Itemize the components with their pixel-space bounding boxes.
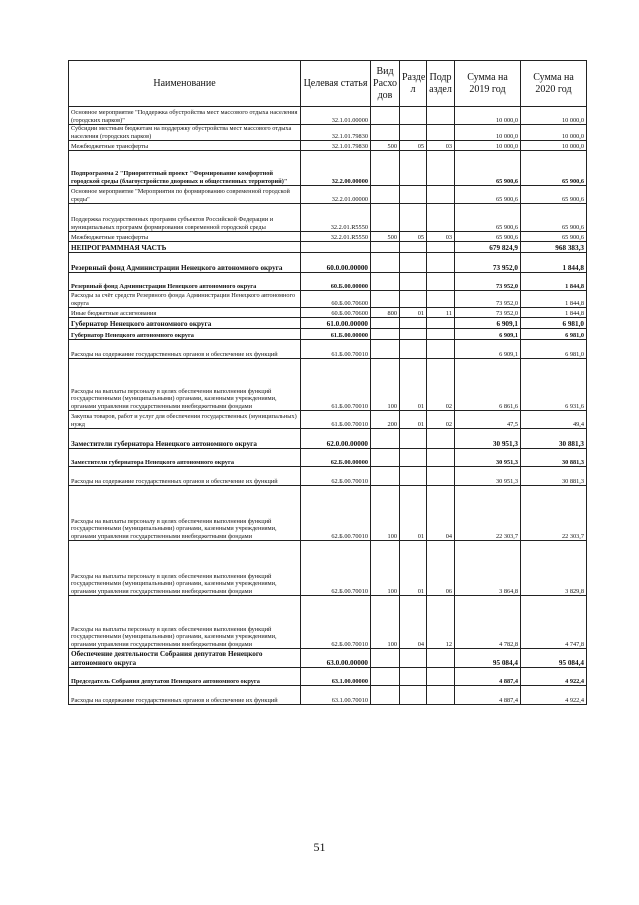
cell-section bbox=[400, 291, 427, 308]
cell-subsection bbox=[427, 668, 455, 686]
cell-sum-2020: 4 922,4 bbox=[521, 668, 587, 686]
cell-subsection bbox=[427, 242, 455, 253]
cell-sum-2019: 4 887,4 bbox=[455, 686, 521, 705]
cell-name: Межбюджетные трансферты bbox=[69, 232, 301, 242]
cell-sum-2020: 10 000,0 bbox=[521, 107, 587, 125]
cell-sum-2020: 3 829,8 bbox=[521, 541, 587, 596]
cell-subsection bbox=[427, 340, 455, 359]
cell-name: Расходы на содержание государственных органов и обеспечение их функций bbox=[69, 686, 301, 705]
cell-sum-2020: 4 922,4 bbox=[521, 686, 587, 705]
cell-target-article: 62.0.00.00000 bbox=[301, 429, 371, 449]
cell-target-article bbox=[301, 242, 371, 253]
cell-name: Резервный фонд Администрации Ненецкого автономного округа bbox=[69, 273, 301, 291]
cell-expense-type: 500 bbox=[371, 141, 400, 151]
cell-section bbox=[400, 686, 427, 705]
cell-section bbox=[400, 253, 427, 273]
header-sum-2019: Сумма на 2019 год bbox=[455, 61, 521, 107]
cell-sum-2020: 22 303,7 bbox=[521, 486, 587, 541]
cell-target-article: 60.Б.00.00000 bbox=[301, 273, 371, 291]
cell-section bbox=[400, 318, 427, 329]
cell-expense-type bbox=[371, 649, 400, 668]
cell-sum-2019: 6 909,1 bbox=[455, 340, 521, 359]
cell-sum-2019: 95 084,4 bbox=[455, 649, 521, 668]
table-header-row bbox=[69, 61, 587, 107]
cell-expense-type bbox=[371, 340, 400, 359]
table-row bbox=[69, 318, 587, 329]
table-row bbox=[69, 151, 587, 186]
cell-name: Резервный фонд Администрации Ненецкого автономного округа bbox=[69, 253, 301, 273]
cell-expense-type bbox=[371, 186, 400, 204]
cell-section bbox=[400, 107, 427, 125]
cell-target-article: 61.0.00.00000 bbox=[301, 318, 371, 329]
table-row bbox=[69, 649, 587, 668]
cell-sum-2019: 73 952,0 bbox=[455, 273, 521, 291]
table-row bbox=[69, 486, 587, 541]
cell-section bbox=[400, 242, 427, 253]
table-row bbox=[69, 411, 587, 429]
cell-expense-type bbox=[371, 668, 400, 686]
cell-target-article: 60.Б.00.70600 bbox=[301, 308, 371, 318]
cell-name: Заместители губернатора Ненецкого автономного округа bbox=[69, 449, 301, 467]
cell-section: 01 bbox=[400, 541, 427, 596]
cell-expense-type bbox=[371, 204, 400, 232]
cell-section: 04 bbox=[400, 596, 427, 649]
table-row bbox=[69, 107, 587, 125]
cell-target-article: 60.Б.00.70600 bbox=[301, 291, 371, 308]
cell-expense-type: 100 bbox=[371, 359, 400, 411]
cell-section bbox=[400, 467, 427, 486]
cell-sum-2019: 65 900,6 bbox=[455, 204, 521, 232]
cell-name: Расходы на выплаты персоналу в целях обеспечения выполнения функций государственными (муниципальными) органами, казенными учреждениями, органами управления государственными внебюджетными фондами bbox=[69, 486, 301, 541]
cell-subsection bbox=[427, 429, 455, 449]
cell-sum-2020: 10 000,0 bbox=[521, 141, 587, 151]
cell-expense-type bbox=[371, 125, 400, 141]
cell-sum-2019: 30 951,3 bbox=[455, 449, 521, 467]
cell-target-article: 32.1.01.79830 bbox=[301, 125, 371, 141]
cell-name: Расходы на выплаты персоналу в целях обеспечения выполнения функций государственными (муниципальными) органами, казенными учреждениями, органами управления государственными внебюджетными фондами bbox=[69, 359, 301, 411]
cell-section bbox=[400, 329, 427, 340]
cell-target-article: 32.2.01.00000 bbox=[301, 186, 371, 204]
header-expense-type: Вид Расхо дов bbox=[371, 61, 400, 107]
cell-sum-2019: 73 952,0 bbox=[455, 253, 521, 273]
cell-name: Иные бюджетные ассигнования bbox=[69, 308, 301, 318]
cell-section: 05 bbox=[400, 141, 427, 151]
cell-section: 01 bbox=[400, 411, 427, 429]
cell-target-article: 60.0.00.00000 bbox=[301, 253, 371, 273]
cell-section bbox=[400, 204, 427, 232]
table-row bbox=[69, 242, 587, 253]
cell-sum-2020: 1 844,8 bbox=[521, 273, 587, 291]
table-row bbox=[69, 467, 587, 486]
cell-section bbox=[400, 340, 427, 359]
cell-subsection bbox=[427, 151, 455, 186]
cell-subsection: 03 bbox=[427, 232, 455, 242]
cell-sum-2019: 3 864,8 bbox=[455, 541, 521, 596]
cell-sum-2020: 30 881,3 bbox=[521, 429, 587, 449]
cell-subsection bbox=[427, 273, 455, 291]
header-name: Наименование bbox=[69, 61, 301, 107]
table-row bbox=[69, 186, 587, 204]
cell-expense-type bbox=[371, 467, 400, 486]
cell-sum-2020: 4 747,8 bbox=[521, 596, 587, 649]
cell-target-article: 32.1.01.79830 bbox=[301, 141, 371, 151]
cell-subsection bbox=[427, 467, 455, 486]
cell-name: Губернатор Ненецкого автономного округа bbox=[69, 318, 301, 329]
table-row bbox=[69, 596, 587, 649]
cell-sum-2019: 47,5 bbox=[455, 411, 521, 429]
table-row bbox=[69, 232, 587, 242]
cell-expense-type bbox=[371, 273, 400, 291]
cell-subsection bbox=[427, 449, 455, 467]
cell-subsection bbox=[427, 686, 455, 705]
cell-expense-type bbox=[371, 449, 400, 467]
cell-section bbox=[400, 668, 427, 686]
cell-name: НЕПРОГРАММНАЯ ЧАСТЬ bbox=[69, 242, 301, 253]
cell-sum-2020: 1 844,8 bbox=[521, 308, 587, 318]
cell-expense-type bbox=[371, 291, 400, 308]
cell-sum-2019: 65 900,6 bbox=[455, 151, 521, 186]
cell-sum-2020: 30 881,3 bbox=[521, 467, 587, 486]
page-number: 51 bbox=[313, 840, 326, 854]
cell-name: Закупка товаров, работ и услуг для обеспечения государственных (муниципальных) нужд bbox=[69, 411, 301, 429]
cell-target-article: 62.Б.00.70010 bbox=[301, 596, 371, 649]
cell-subsection bbox=[427, 125, 455, 141]
cell-name: Основное мероприятие "Поддержка обустройства мест массового отдыха населения (городских парков)" bbox=[69, 107, 301, 125]
cell-expense-type: 100 bbox=[371, 486, 400, 541]
cell-subsection bbox=[427, 204, 455, 232]
cell-expense-type bbox=[371, 253, 400, 273]
cell-name: Расходы на содержание государственных органов и обеспечение их функций bbox=[69, 467, 301, 486]
cell-target-article: 62.Б.00.70010 bbox=[301, 541, 371, 596]
cell-sum-2020: 6 981,0 bbox=[521, 318, 587, 329]
table-row bbox=[69, 668, 587, 686]
cell-section: 01 bbox=[400, 359, 427, 411]
cell-sum-2020: 65 900,6 bbox=[521, 186, 587, 204]
cell-name: Межбюджетные трансферты bbox=[69, 141, 301, 151]
cell-section bbox=[400, 151, 427, 186]
table-row bbox=[69, 308, 587, 318]
cell-target-article: 62.Б.00.70010 bbox=[301, 467, 371, 486]
cell-sum-2020: 95 084,4 bbox=[521, 649, 587, 668]
cell-sum-2020: 30 881,3 bbox=[521, 449, 587, 467]
cell-section bbox=[400, 429, 427, 449]
cell-subsection: 06 bbox=[427, 541, 455, 596]
table-row bbox=[69, 449, 587, 467]
cell-sum-2020: 1 844,8 bbox=[521, 253, 587, 273]
cell-sum-2019: 73 952,0 bbox=[455, 291, 521, 308]
table-row bbox=[69, 204, 587, 232]
cell-section: 05 bbox=[400, 232, 427, 242]
cell-subsection: 03 bbox=[427, 141, 455, 151]
cell-target-article: 62.Б.00.00000 bbox=[301, 449, 371, 467]
cell-sum-2019: 65 900,6 bbox=[455, 232, 521, 242]
cell-target-article: 61.Б.00.70010 bbox=[301, 340, 371, 359]
cell-name: Заместители губернатора Ненецкого автономного округа bbox=[69, 429, 301, 449]
cell-section bbox=[400, 273, 427, 291]
cell-subsection bbox=[427, 329, 455, 340]
table-row bbox=[69, 359, 587, 411]
table-row bbox=[69, 340, 587, 359]
cell-expense-type: 500 bbox=[371, 232, 400, 242]
cell-sum-2020: 65 900,6 bbox=[521, 151, 587, 186]
table-row bbox=[69, 253, 587, 273]
cell-subsection bbox=[427, 253, 455, 273]
cell-sum-2020: 65 900,6 bbox=[521, 232, 587, 242]
table-row bbox=[69, 141, 587, 151]
cell-subsection bbox=[427, 649, 455, 668]
table-row bbox=[69, 429, 587, 449]
table-body bbox=[69, 107, 587, 705]
cell-expense-type bbox=[371, 107, 400, 125]
cell-target-article: 32.1.01.00000 bbox=[301, 107, 371, 125]
cell-name: Субсидии местным бюджетам на поддержку обустройства мест массового отдыха населения (городских парков) bbox=[69, 125, 301, 141]
table-row bbox=[69, 125, 587, 141]
cell-sum-2019: 4 887,4 bbox=[455, 668, 521, 686]
cell-sum-2020: 6 981,0 bbox=[521, 340, 587, 359]
cell-sum-2019: 22 303,7 bbox=[455, 486, 521, 541]
cell-name: Подпрограмма 2 "Приоритетный проект "Формирование комфортной городской среды (благоустройство дворовых и общественных территорий)" bbox=[69, 151, 301, 186]
table-row bbox=[69, 541, 587, 596]
cell-section bbox=[400, 125, 427, 141]
cell-sum-2020: 968 383,3 bbox=[521, 242, 587, 253]
cell-sum-2019: 6 909,1 bbox=[455, 329, 521, 340]
cell-expense-type bbox=[371, 686, 400, 705]
cell-subsection bbox=[427, 291, 455, 308]
cell-sum-2019: 10 000,0 bbox=[455, 125, 521, 141]
cell-sum-2019: 10 000,0 bbox=[455, 107, 521, 125]
cell-sum-2019: 6 861,6 bbox=[455, 359, 521, 411]
cell-sum-2019: 4 782,8 bbox=[455, 596, 521, 649]
cell-subsection: 11 bbox=[427, 308, 455, 318]
cell-section: 01 bbox=[400, 486, 427, 541]
cell-section bbox=[400, 449, 427, 467]
cell-expense-type: 200 bbox=[371, 411, 400, 429]
table-row bbox=[69, 329, 587, 340]
header-subsection: Подр аздел bbox=[427, 61, 455, 107]
cell-sum-2019: 65 900,6 bbox=[455, 186, 521, 204]
cell-name: Расходы на содержание государственных органов и обеспечение их функций bbox=[69, 340, 301, 359]
cell-section bbox=[400, 186, 427, 204]
cell-sum-2019: 10 000,0 bbox=[455, 141, 521, 151]
header-section: Разде л bbox=[400, 61, 427, 107]
cell-expense-type bbox=[371, 429, 400, 449]
cell-target-article: 32.2.00.00000 bbox=[301, 151, 371, 186]
cell-expense-type bbox=[371, 318, 400, 329]
cell-sum-2019: 30 951,3 bbox=[455, 429, 521, 449]
cell-target-article: 32.2.01.R5550 bbox=[301, 232, 371, 242]
cell-sum-2020: 6 931,6 bbox=[521, 359, 587, 411]
cell-sum-2019: 30 951,3 bbox=[455, 467, 521, 486]
cell-sum-2020: 49,4 bbox=[521, 411, 587, 429]
cell-section bbox=[400, 649, 427, 668]
cell-expense-type: 100 bbox=[371, 596, 400, 649]
header-target-article: Целевая статья bbox=[301, 61, 371, 107]
table-row bbox=[69, 291, 587, 308]
cell-name: Расходы за счёт средств Резервного фонда Администрации Ненецкого автономного округа bbox=[69, 291, 301, 308]
cell-sum-2020: 65 900,6 bbox=[521, 204, 587, 232]
cell-target-article: 61.Б.00.70010 bbox=[301, 411, 371, 429]
cell-expense-type bbox=[371, 151, 400, 186]
cell-name: Поддержка государственных программ субъектов Российской Федерации и муниципальных программ формирования современной городской среды bbox=[69, 204, 301, 232]
cell-sum-2020: 6 981,0 bbox=[521, 329, 587, 340]
cell-sum-2019: 679 824,9 bbox=[455, 242, 521, 253]
cell-sum-2020: 1 844,8 bbox=[521, 291, 587, 308]
cell-sum-2020: 10 000,0 bbox=[521, 125, 587, 141]
cell-subsection: 02 bbox=[427, 411, 455, 429]
cell-name: Председатель Собрания депутатов Ненецкого автономного округа bbox=[69, 668, 301, 686]
cell-subsection: 02 bbox=[427, 359, 455, 411]
cell-sum-2019: 73 952,0 bbox=[455, 308, 521, 318]
cell-target-article: 61.Б.00.70010 bbox=[301, 359, 371, 411]
cell-subsection bbox=[427, 186, 455, 204]
header-sum-2020: Сумма на 2020 год bbox=[521, 61, 587, 107]
table-row bbox=[69, 273, 587, 291]
cell-target-article: 61.Б.00.00000 bbox=[301, 329, 371, 340]
cell-name: Обеспечение деятельности Собрания депутатов Ненецкого автономного округа bbox=[69, 649, 301, 668]
cell-subsection bbox=[427, 318, 455, 329]
cell-subsection: 12 bbox=[427, 596, 455, 649]
table-row bbox=[69, 686, 587, 705]
cell-target-article: 63.1.00.00000 bbox=[301, 668, 371, 686]
cell-target-article: 62.Б.00.70010 bbox=[301, 486, 371, 541]
cell-target-article: 63.0.00.00000 bbox=[301, 649, 371, 668]
cell-expense-type: 100 bbox=[371, 541, 400, 596]
cell-name: Губернатор Ненецкого автономного округа bbox=[69, 329, 301, 340]
budget-table-sheet bbox=[68, 60, 586, 705]
cell-section: 01 bbox=[400, 308, 427, 318]
cell-subsection: 04 bbox=[427, 486, 455, 541]
cell-subsection bbox=[427, 107, 455, 125]
cell-expense-type: 800 bbox=[371, 308, 400, 318]
cell-expense-type bbox=[371, 329, 400, 340]
cell-name: Расходы на выплаты персоналу в целях обеспечения выполнения функций государственными (муниципальными) органами, казенными учреждениями, органами управления государственными внебюджетными фондами bbox=[69, 541, 301, 596]
cell-expense-type bbox=[371, 242, 400, 253]
cell-target-article: 32.2.01.R5550 bbox=[301, 204, 371, 232]
cell-name: Расходы на выплаты персоналу в целях обеспечения выполнения функций государственными (муниципальными) органами, казенными учреждениями, органами управления государственными внебюджетными фондами bbox=[69, 596, 301, 649]
cell-target-article: 63.1.00.70010 bbox=[301, 686, 371, 705]
budget-table bbox=[68, 60, 587, 705]
cell-name: Основное мероприятие "Мероприятия по формированию современной городской среды" bbox=[69, 186, 301, 204]
cell-sum-2019: 6 909,1 bbox=[455, 318, 521, 329]
